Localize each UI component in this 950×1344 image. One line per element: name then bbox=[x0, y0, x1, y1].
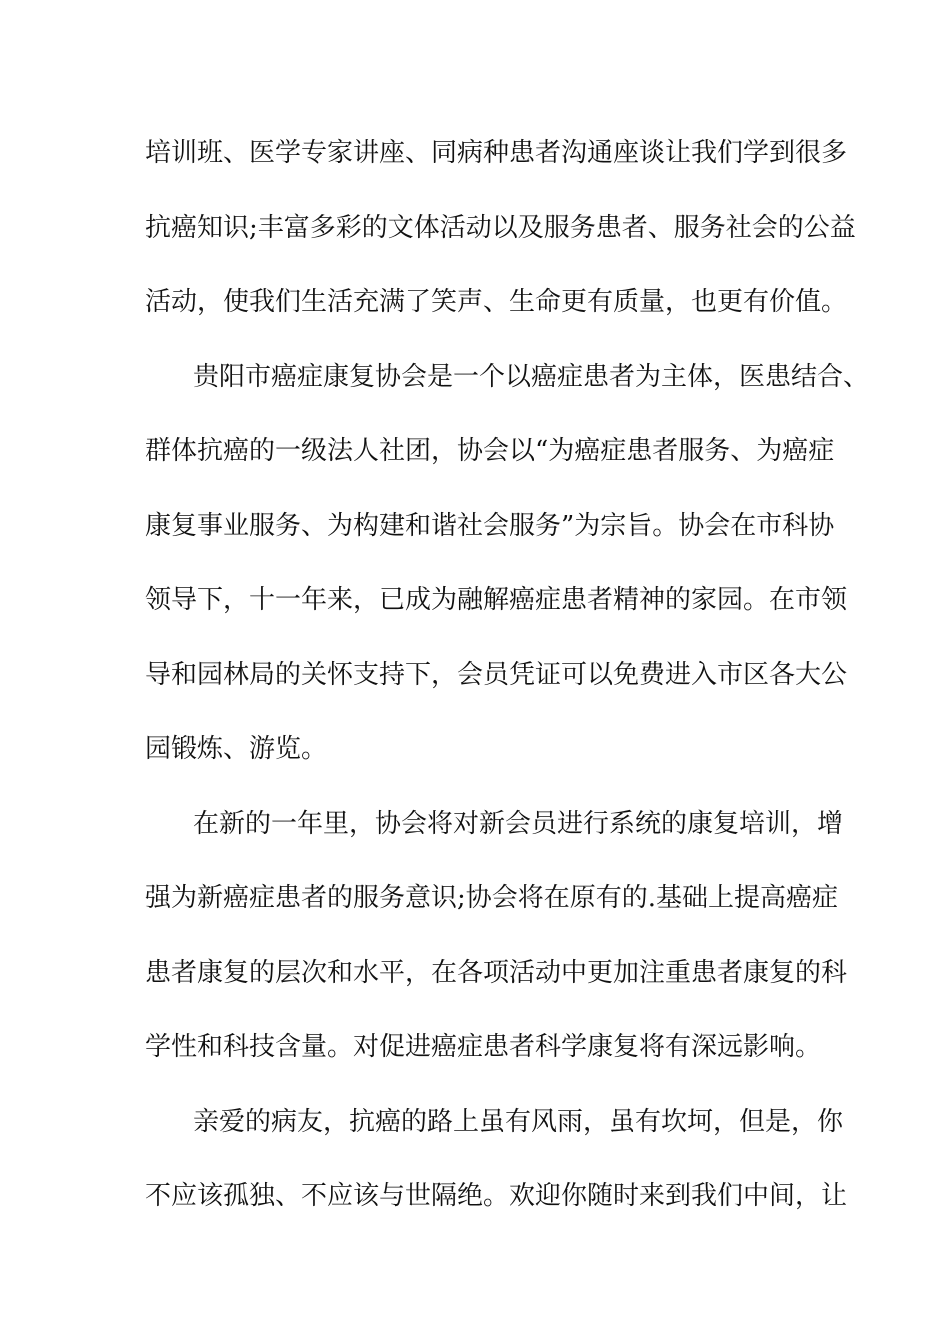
text-line: 园锻炼、游览。 bbox=[145, 734, 328, 764]
text-line: 患者康复的层次和水平，在各项活动中更加注重患者康复的科 bbox=[145, 957, 848, 988]
text-line: 学性和科技含量。对促进癌症患者科学康复将有深远影响。 bbox=[145, 1032, 822, 1062]
text-line: 导和园林局的关怀支持下，会员凭证可以免费进入市区各大公 bbox=[145, 659, 848, 690]
text-line: 不应该孤独、不应该与世隔绝。欢迎你随时来到我们中间，让 bbox=[145, 1181, 848, 1211]
paragraph-start-line: 贵阳市癌症康复协会是一个以癌症患者为主体，医患结合、 bbox=[193, 361, 870, 392]
paragraph-start-line: 在新的一年里，协会将对新会员进行系统的康复培训，增 bbox=[193, 808, 844, 839]
text-line: 培训班、医学专家讲座、同病种患者沟通座谈让我们学到很多 bbox=[145, 138, 848, 168]
paragraph-start-line: 亲爱的病友，抗癌的路上虽有风雨，虽有坎坷，但是，你 bbox=[193, 1106, 844, 1137]
text-line: 康复事业服务、为构建和谐社会服务”为宗旨。协会在市科协 bbox=[145, 510, 835, 541]
text-line: 领导下，十一年来，已成为融解癌症患者精神的家园。在市领 bbox=[145, 585, 848, 615]
text-line: 强为新癌症患者的服务意识;协会将在原有的.基础上提高癌症 bbox=[145, 883, 839, 913]
text-line: 抗癌知识;丰富多彩的文体活动以及服务患者、服务社会的公益 bbox=[145, 212, 856, 243]
body-text bbox=[145, 116, 870, 1234]
text-line: 群体抗癌的一级法人社团，协会以“为癌症患者服务、为癌症 bbox=[145, 436, 835, 466]
text-line: 活动，使我们生活充满了笑声、生命更有质量，也更有价值。 bbox=[145, 287, 848, 317]
